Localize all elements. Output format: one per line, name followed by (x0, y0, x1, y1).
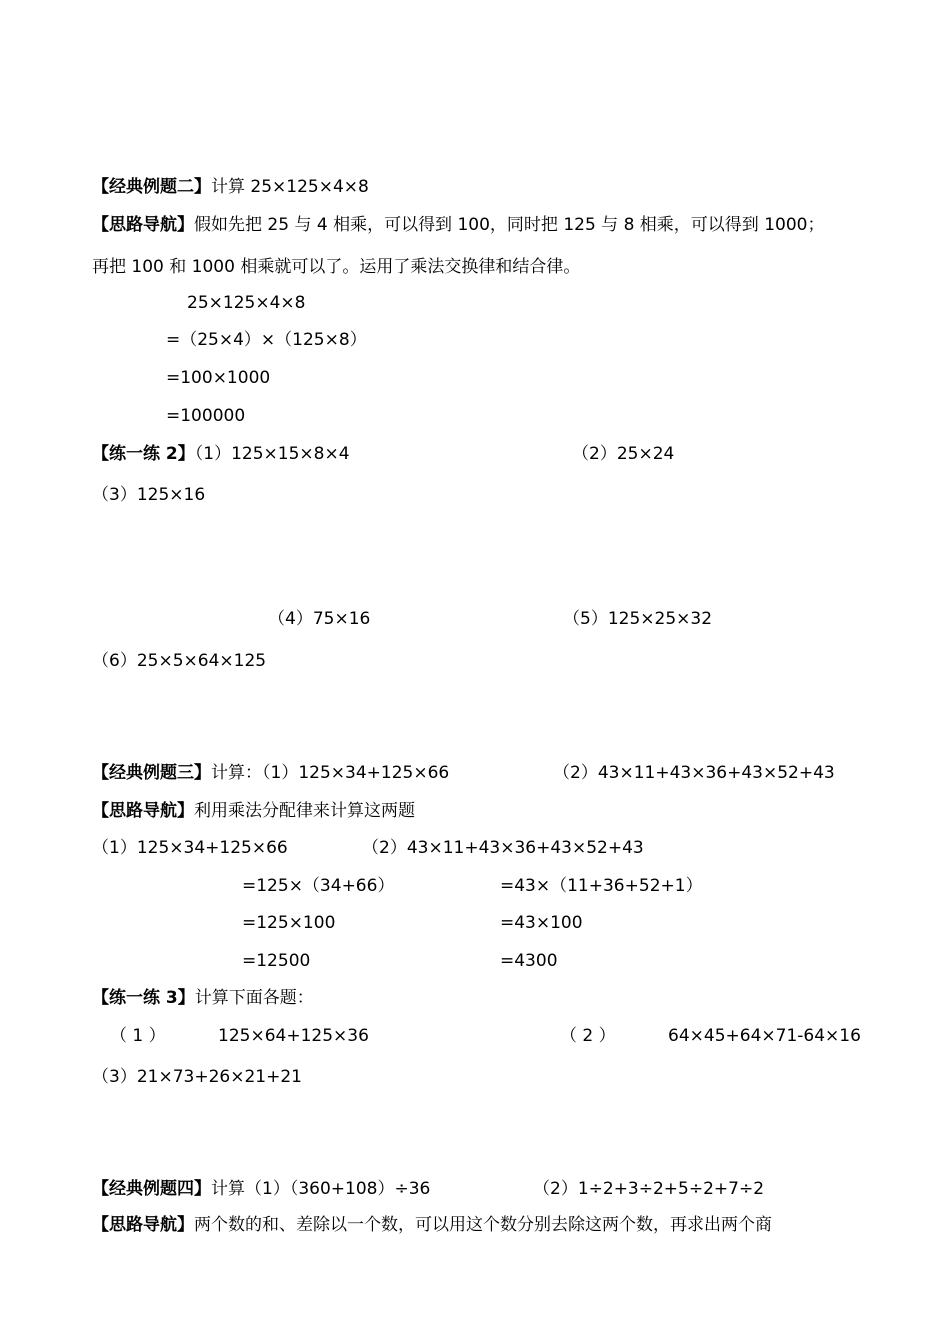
practice-2-label: 【练一练 2】 (92, 444, 195, 464)
solution-3a-step-4: =12500 (242, 951, 311, 971)
example-3-heading (92, 762, 449, 784)
solution-3b-step-1: （2）43×11+43×36+43×52+43 (362, 838, 644, 858)
hint-4-line (92, 1214, 772, 1236)
practice-2-item-5: （5）125×25×32 (563, 609, 713, 629)
practice-3-item-2-number: （ 2 ） (560, 1026, 616, 1046)
example-3-part-2: （2）43×11+43×36+43×52+43 (553, 763, 835, 783)
solution-3a-step-1: （1）125×34+125×66 (92, 838, 288, 858)
practice-3-label: 【练一练 3】 (92, 988, 195, 1008)
practice-2-item-1: （1）125×15×8×4 (194, 444, 350, 464)
practice-2-item-3: （3）125×16 (92, 485, 206, 505)
solution-2-step-3: =100×1000 (166, 368, 271, 388)
example-2-text: 计算 25×125×4×8 (211, 177, 369, 197)
solution-3b-step-3: =43×100 (500, 913, 583, 933)
solution-2-step-4: =100000 (166, 406, 246, 426)
practice-3-item-2: 64×45+64×71-64×16 (668, 1026, 861, 1046)
practice-2-item-2: （2）25×24 (572, 444, 675, 464)
solution-3a-step-3: =125×100 (242, 913, 336, 933)
practice-3-heading (92, 987, 314, 1009)
practice-2-item-6: （6）25×5×64×125 (92, 651, 267, 671)
solution-2-step-1: 25×125×4×8 (187, 293, 306, 313)
hint-2-text-1: 假如先把 25 与 4 相乘，可以得到 100，同时把 125 与 8 相乘，可以得到 1000； (194, 215, 825, 235)
solution-3b-step-4: =4300 (500, 951, 558, 971)
hint-2-line-1 (92, 214, 824, 236)
practice-3-text: 计算下面各题： (194, 988, 314, 1008)
hint-2-line-2: 再把 100 和 1000 相乘就可以了。运用了乘法交换律和结合律。 (92, 257, 581, 277)
hint-3-label: 【思路导航】 (92, 801, 194, 821)
example-4-part-2: （2）1÷2+3÷2+5÷2+7÷2 (533, 1179, 765, 1199)
hint-3-line (92, 800, 415, 822)
example-4-label: 【经典例题四】 (92, 1179, 211, 1199)
solution-3b-step-2: =43×（11+36+52+1） (500, 876, 703, 896)
practice-2-heading (92, 443, 350, 465)
hint-4-label: 【思路导航】 (92, 1215, 194, 1235)
hint-2-label: 【思路导航】 (92, 215, 194, 235)
example-3-label: 【经典例题三】 (92, 763, 211, 783)
example-4-heading (92, 1178, 430, 1200)
example-2-heading (92, 176, 369, 198)
practice-2-item-4: （4）75×16 (268, 609, 371, 629)
example-3-text: 计算：（1）125×34+125×66 (211, 763, 450, 783)
example-2-label: 【经典例题二】 (92, 177, 211, 197)
practice-3-item-1: 125×64+125×36 (218, 1026, 369, 1046)
hint-3-text: 利用乘法分配律来计算这两题 (194, 801, 415, 821)
solution-2-step-2: =（25×4）×（125×8） (166, 330, 367, 350)
practice-3-item-3: （3）21×73+26×21+21 (92, 1067, 302, 1087)
example-4-text: 计算（1）（360+108）÷36 (211, 1179, 431, 1199)
hint-4-text: 两个数的和、差除以一个数，可以用这个数分别去除这两个数，再求出两个商 (194, 1215, 772, 1235)
practice-3-item-1-number: （ 1 ） (110, 1026, 166, 1046)
solution-3a-step-2: =125×（34+66） (242, 876, 395, 896)
